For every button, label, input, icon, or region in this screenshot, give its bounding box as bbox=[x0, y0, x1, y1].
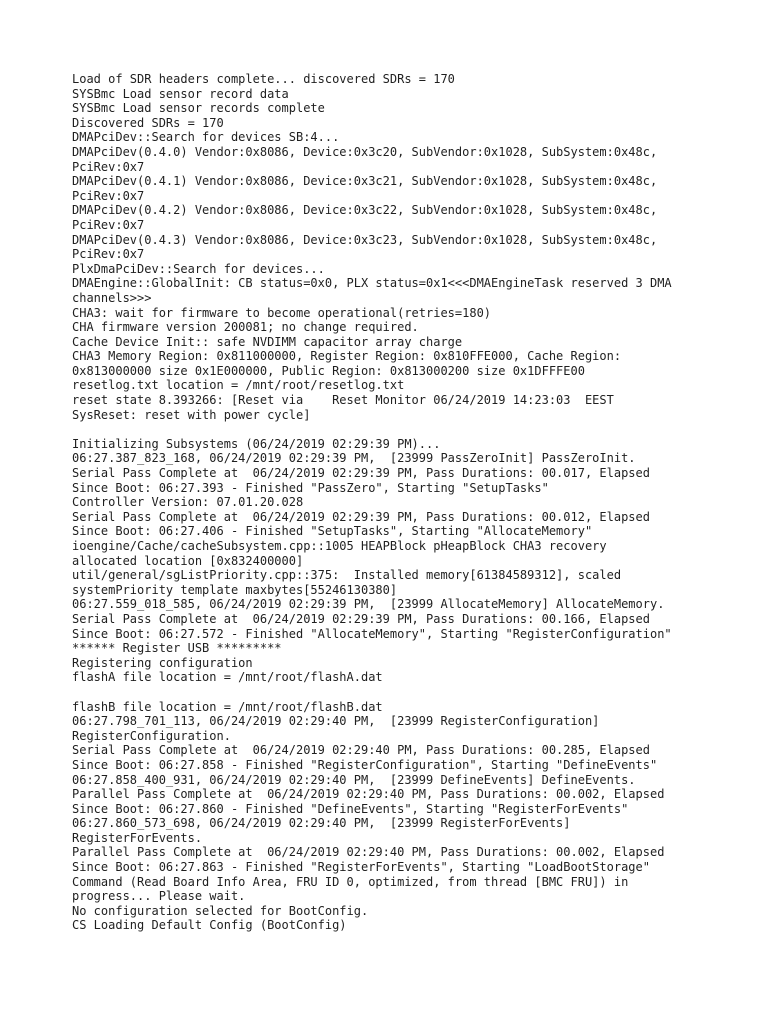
log-line: DMAEngine::GlobalInit: CB status=0x0, PLX status=0x1<<<DMAEngineTask reserved 3 DMA bbox=[72, 276, 672, 291]
log-line: DMAPciDev(0.4.0) Vendor:0x8086, Device:0x3c20, SubVendor:0x1028, SubSystem:0x48c, bbox=[72, 144, 658, 159]
log-line: Discovered SDRs = 170 bbox=[72, 115, 224, 130]
log-line: util/general/sgListPriority.cpp::375: Installed memory[61384589312], scaled bbox=[72, 568, 622, 583]
log-line: progress... Please wait. bbox=[72, 889, 246, 904]
log-line: reset state 8.393266: [Reset via Reset Monitor 06/24/2019 14:23:03 EEST bbox=[72, 393, 614, 408]
log-line: Registering configuration bbox=[72, 655, 253, 670]
log-line: systemPriority template maxbytes[55246130380] bbox=[72, 582, 398, 597]
log-line: CHA3 Memory Region: 0x811000000, Register Region: 0x810FFE000, Cache Region: bbox=[72, 349, 622, 364]
log-line: CHA firmware version 200081; no change required. bbox=[72, 320, 419, 335]
log-line: allocated location [0x832400000] bbox=[72, 553, 304, 568]
log-line: PciRev:0x7 bbox=[72, 247, 145, 262]
log-line: DMAPciDev(0.4.2) Vendor:0x8086, Device:0x3c22, SubVendor:0x1028, SubSystem:0x48c, bbox=[72, 203, 658, 218]
log-line: 06:27.387_823_168, 06/24/2019 02:29:39 PM, [23999 PassZeroInit] PassZeroInit. bbox=[72, 451, 636, 466]
log-line: Load of SDR headers complete... discovered SDRs = 170 bbox=[72, 72, 455, 86]
log-line: Serial Pass Complete at 06/24/2019 02:29:39 PM, Pass Durations: 00.166, Elapsed bbox=[72, 611, 650, 626]
log-line: DMAPciDev(0.4.3) Vendor:0x8086, Device:0x3c23, SubVendor:0x1028, SubSystem:0x48c, bbox=[72, 232, 658, 247]
log-line: flashA file location = /mnt/root/flashA.dat bbox=[72, 670, 383, 685]
log-line: Serial Pass Complete at 06/24/2019 02:29:40 PM, Pass Durations: 00.285, Elapsed bbox=[72, 743, 650, 758]
log-line: Since Boot: 06:27.406 - Finished "SetupTasks", Starting "AllocateMemory" bbox=[72, 524, 593, 539]
log-line: PciRev:0x7 bbox=[72, 188, 145, 203]
log-line: SYSBmc Load sensor record data bbox=[72, 86, 289, 101]
log-line: 0x813000000 size 0x1E000000, Public Region: 0x813000200 size 0x1DFFFE00 bbox=[72, 363, 585, 378]
log-line: PciRev:0x7 bbox=[72, 159, 145, 174]
log-line: DMAPciDev::Search for devices SB:4... bbox=[72, 130, 340, 145]
log-line: SysReset: reset with power cycle] bbox=[72, 407, 311, 422]
log-line: 06:27.860_573_698, 06/24/2019 02:29:40 PM, [23999 RegisterForEvents] bbox=[72, 816, 571, 831]
blank-line bbox=[72, 422, 712, 437]
log-line: RegisterForEvents. bbox=[72, 830, 203, 845]
log-line: DMAPciDev(0.4.1) Vendor:0x8086, Device:0x3c21, SubVendor:0x1028, SubSystem:0x48c, bbox=[72, 174, 658, 189]
log-line: ****** Register USB ********* bbox=[72, 641, 282, 656]
log-line: 06:27.858_400_931, 06/24/2019 02:29:40 PM, [23999 DefineEvents] DefineEvents. bbox=[72, 772, 636, 787]
log-line: Since Boot: 06:27.572 - Finished "AllocateMemory", Starting "RegisterConfiguration" bbox=[72, 626, 672, 641]
log-line: PciRev:0x7 bbox=[72, 217, 145, 232]
log-line: channels>>> bbox=[72, 290, 152, 305]
boot-log-text bbox=[72, 72, 712, 933]
log-line: Since Boot: 06:27.863 - Finished "RegisterForEvents", Starting "LoadBootStorage" bbox=[72, 860, 650, 875]
log-line: PlxDmaPciDev::Search for devices... bbox=[72, 261, 325, 276]
log-line: No configuration selected for BootConfig. bbox=[72, 903, 369, 918]
log-line: CS Loading Default Config (BootConfig) bbox=[72, 918, 347, 933]
log-line: Serial Pass Complete at 06/24/2019 02:29:39 PM, Pass Durations: 00.012, Elapsed bbox=[72, 509, 650, 524]
log-line: flashB file location = /mnt/root/flashB.dat bbox=[72, 699, 383, 714]
log-line: Cache Device Init:: safe NVDIMM capacitor array charge bbox=[72, 334, 463, 349]
log-line: 06:27.559_018_585, 06/24/2019 02:29:39 PM, [23999 AllocateMemory] AllocateMemory. bbox=[72, 597, 665, 612]
log-line: ioengine/Cache/cacheSubsystem.cpp::1005 HEAPBlock pHeapBlock CHA3 recovery bbox=[72, 539, 607, 553]
log-line: Parallel Pass Complete at 06/24/2019 02:29:40 PM, Pass Durations: 00.002, Elapsed bbox=[72, 845, 665, 860]
log-line: resetlog.txt location = /mnt/root/resetlog.txt bbox=[72, 378, 405, 393]
log-line: Since Boot: 06:27.858 - Finished "RegisterConfiguration", Starting "DefineEvents" bbox=[72, 757, 658, 772]
blank-line bbox=[72, 685, 712, 700]
log-line: Since Boot: 06:27.393 - Finished "PassZero", Starting "SetupTasks" bbox=[72, 480, 549, 495]
log-line: Initializing Subsystems (06/24/2019 02:29:39 PM)... bbox=[72, 436, 441, 451]
log-line: Serial Pass Complete at 06/24/2019 02:29:39 PM, Pass Durations: 00.017, Elapsed bbox=[72, 466, 650, 481]
log-line: Command (Read Board Info Area, FRU ID 0, optimized, from thread [BMC FRU]) in bbox=[72, 874, 629, 889]
log-line: Since Boot: 06:27.860 - Finished "DefineEvents", Starting "RegisterForEvents" bbox=[72, 801, 629, 816]
log-line: Parallel Pass Complete at 06/24/2019 02:29:40 PM, Pass Durations: 00.002, Elapsed bbox=[72, 787, 665, 802]
log-line: SYSBmc Load sensor records complete bbox=[72, 101, 325, 116]
log-line: Controller Version: 07.01.20.028 bbox=[72, 495, 304, 510]
log-line: CHA3: wait for firmware to become operational(retries=180) bbox=[72, 305, 492, 320]
log-line: 06:27.798_701_113, 06/24/2019 02:29:40 PM, [23999 RegisterConfiguration] bbox=[72, 714, 600, 729]
log-line: RegisterConfiguration. bbox=[72, 728, 231, 743]
